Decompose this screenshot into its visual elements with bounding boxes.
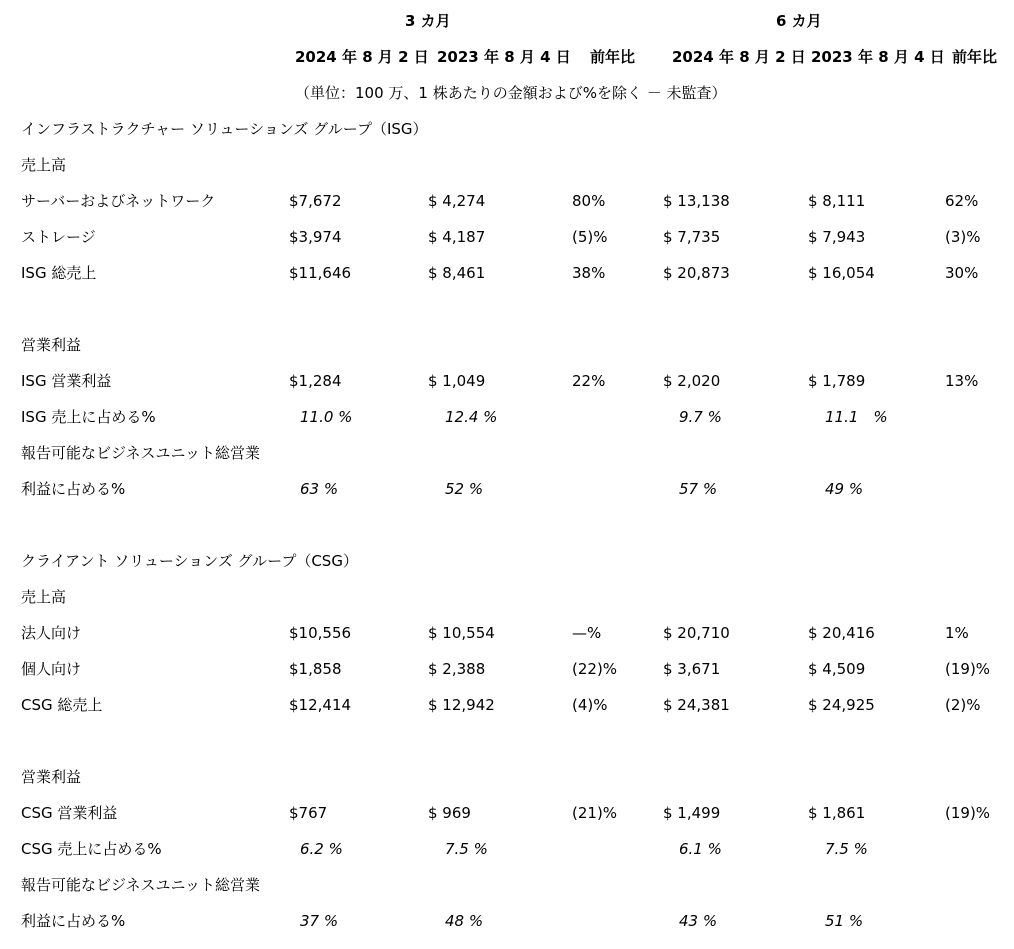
value-cell: $ 20,416	[808, 624, 875, 642]
value-cell: $3,974	[289, 228, 342, 246]
value-cell: 51 %	[825, 912, 864, 930]
value-cell: $ 10,554	[428, 624, 495, 642]
value-cell: (22)%	[572, 660, 618, 678]
row-label: 利益に占める%	[21, 912, 126, 930]
value-cell: $ 1,049	[428, 372, 486, 390]
isg-section-title: インフラストラクチャー ソリューションズ グループ（ISG）	[21, 120, 428, 138]
value-cell: 49 %	[825, 480, 864, 498]
value-cell: $ 1,861	[808, 804, 866, 822]
value-cell: $7,672	[289, 192, 342, 210]
value-cell: 80%	[572, 192, 606, 210]
col-header-yoy-3m: 前年比	[590, 48, 636, 66]
value-cell: $ 4,187	[428, 228, 486, 246]
value-cell: 9.7 %	[679, 408, 722, 426]
value-cell: 6.1 %	[679, 840, 722, 858]
value-cell: 12.4 %	[445, 408, 498, 426]
value-cell: 48 %	[445, 912, 484, 930]
value-cell: 13%	[945, 372, 979, 390]
col-header-2023-6m: 2023 年 8 月 4 日	[811, 48, 945, 66]
value-cell: 43 %	[679, 912, 718, 930]
value-cell: —%	[572, 624, 602, 642]
value-cell: 7.5 %	[445, 840, 488, 858]
value-cell: $ 7,943	[808, 228, 866, 246]
value-cell: 7.5 %	[825, 840, 868, 858]
value-cell: (2)%	[945, 696, 981, 714]
row-label: CSG 営業利益	[21, 804, 118, 822]
col-header-2024-3m: 2024 年 8 月 2 日	[295, 48, 429, 66]
value-cell: 22%	[572, 372, 606, 390]
value-cell: (19)%	[945, 804, 991, 822]
col-header-2024-6m: 2024 年 8 月 2 日	[672, 48, 806, 66]
col-header-2023-3m: 2023 年 8 月 4 日	[437, 48, 571, 66]
value-cell: $ 8,461	[428, 264, 486, 282]
value-cell: $ 1,499	[663, 804, 721, 822]
header-period-6m: 6 カ月	[776, 12, 822, 30]
row-label: ストレージ	[21, 228, 96, 246]
value-cell: $ 4,509	[808, 660, 866, 678]
value-cell: $1,284	[289, 372, 342, 390]
value-cell: 62%	[945, 192, 979, 210]
col-header-yoy-6m: 前年比	[952, 48, 998, 66]
value-cell: $11,646	[289, 264, 352, 282]
value-cell: $ 16,054	[808, 264, 875, 282]
value-cell: $ 24,925	[808, 696, 875, 714]
value-cell: $ 969	[428, 804, 471, 822]
row-label: CSG 売上に占める%	[21, 840, 162, 858]
row-label: ISG 総売上	[21, 264, 97, 282]
row-label: 報告可能なビジネスユニット総営業	[21, 876, 260, 894]
value-cell: $1,858	[289, 660, 342, 678]
value-cell: (5)%	[572, 228, 608, 246]
value-cell: 57 %	[679, 480, 718, 498]
row-label: 個人向け	[21, 660, 82, 678]
value-cell: 6.2 %	[300, 840, 343, 858]
row-label: ISG 営業利益	[21, 372, 112, 390]
csg-section-title: クライアント ソリューションズ グループ（CSG）	[21, 552, 358, 570]
row-label: 報告可能なビジネスユニット総営業	[21, 444, 260, 462]
value-cell: $ 24,381	[663, 696, 730, 714]
value-cell: $ 3,671	[663, 660, 721, 678]
value-cell: 11.0 %	[300, 408, 353, 426]
value-cell: $ 8,111	[808, 192, 866, 210]
value-cell: 38%	[572, 264, 606, 282]
value-cell: $ 2,388	[428, 660, 486, 678]
csg-op-heading: 営業利益	[21, 768, 82, 786]
value-cell: $ 20,873	[663, 264, 730, 282]
value-cell: $10,556	[289, 624, 352, 642]
value-cell: 30%	[945, 264, 979, 282]
csg-revenue-heading: 売上高	[21, 588, 67, 606]
value-cell: (3)%	[945, 228, 981, 246]
value-cell: (4)%	[572, 696, 608, 714]
row-label: ISG 売上に占める%	[21, 408, 156, 426]
row-label: 法人向け	[21, 624, 82, 642]
isg-revenue-heading: 売上高	[21, 156, 67, 174]
value-cell: $ 13,138	[663, 192, 730, 210]
value-cell: $12,414	[289, 696, 352, 714]
row-label: サーバーおよびネットワーク	[21, 192, 216, 210]
value-cell: 52 %	[445, 480, 484, 498]
value-cell: $767	[289, 804, 328, 822]
value-cell: $ 7,735	[663, 228, 721, 246]
value-cell: $ 1,789	[808, 372, 866, 390]
value-cell: 1%	[945, 624, 969, 642]
value-cell: (21)%	[572, 804, 618, 822]
value-cell: $ 4,274	[428, 192, 486, 210]
value-cell: 11.1 %	[825, 408, 888, 426]
row-label: 利益に占める%	[21, 480, 126, 498]
unit-note: （単位：100 万、1 株あたりの金額および%を除く － 未監査）	[295, 84, 727, 102]
value-cell: $ 12,942	[428, 696, 495, 714]
isg-op-heading: 営業利益	[21, 336, 82, 354]
value-cell: $ 2,020	[663, 372, 721, 390]
header-period-3m: 3 カ月	[405, 12, 451, 30]
row-label: CSG 総売上	[21, 696, 103, 714]
value-cell: 37 %	[300, 912, 339, 930]
value-cell: (19)%	[945, 660, 991, 678]
value-cell: 63 %	[300, 480, 339, 498]
value-cell: $ 20,710	[663, 624, 730, 642]
